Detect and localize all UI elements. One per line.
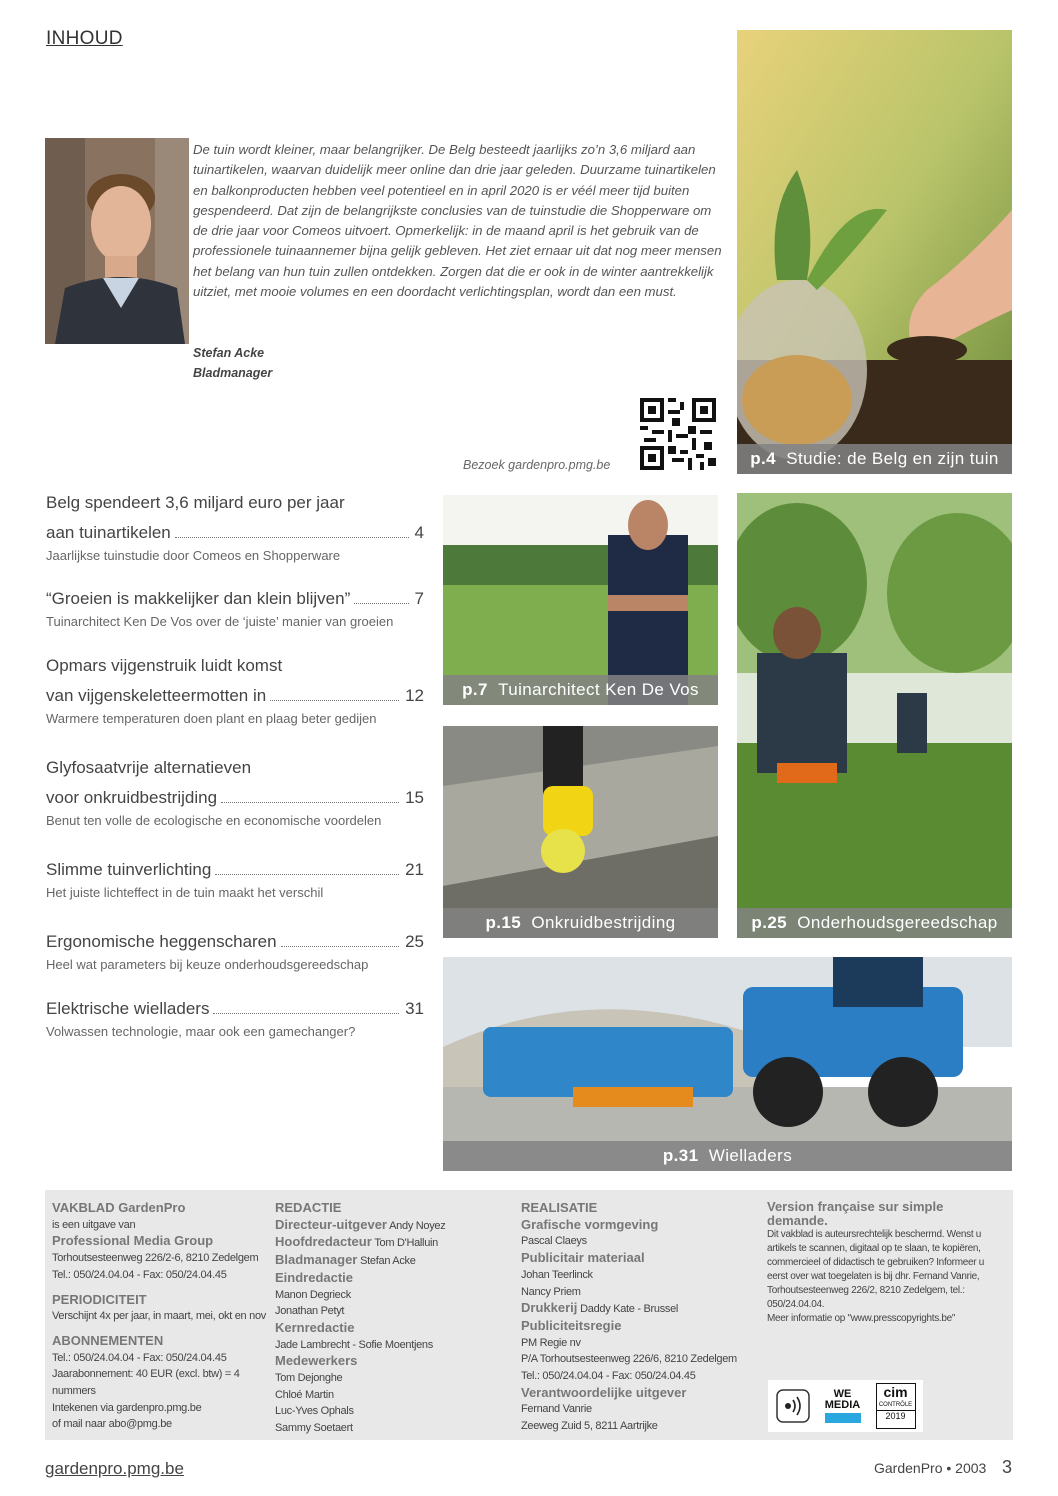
editor-portrait <box>45 138 189 344</box>
toc-item-title-2: Slimme tuinverlichting <box>46 860 212 879</box>
cim-logo-controle: CONTRÔLE <box>878 1402 913 1408</box>
toc-item[interactable] <box>46 651 424 727</box>
toc-item[interactable] <box>46 488 424 564</box>
publicitair-name: Johan Teerlinck <box>521 1268 593 1281</box>
eindredactie-label: Eindredactie <box>275 1269 354 1285</box>
kernredactie-label: Kernredactie <box>275 1319 355 1335</box>
regie-phone: Tel.: 050/24.04.04 - Fax: 050/24.04.45 <box>521 1370 696 1383</box>
directeur-label: Directeur-uitgever <box>275 1216 387 1232</box>
loader-illustration <box>443 957 1012 1171</box>
toc-item-page: 25 <box>405 932 424 951</box>
weeding-illustration <box>443 726 718 938</box>
publicitair-label: Publicitair materiaal <box>521 1250 645 1266</box>
caption-architect-page: p.7 <box>462 680 488 699</box>
redactie-heading: REDACTIE <box>275 1200 342 1215</box>
toc-item-title: Belg spendeert 3,6 miljard euro per jaar <box>46 493 345 512</box>
toc-item-subtitle: Jaarlijkse tuinstudie door Comeos en Shopperware <box>46 548 341 563</box>
toc-item-subtitle: Tuinarchitect Ken De Vos over de ‘juiste’ manier van groeien <box>46 614 394 629</box>
toc-item-title-2: aan tuinartikelen <box>46 523 171 542</box>
periodiciteit-heading: PERIODICITEIT <box>52 1291 147 1307</box>
page-heading: INHOUD <box>46 28 123 49</box>
caption-loader-label: Wielladers <box>708 1146 793 1165</box>
issue-label: GardenPro • 2003 <box>874 1460 987 1476</box>
photo-weeding <box>443 726 718 938</box>
study-illustration <box>737 30 1012 474</box>
abonnementen-heading: ABONNEMENTEN <box>52 1332 164 1348</box>
photo-loader <box>443 957 1012 1171</box>
medewerkers-label: Medewerkers <box>275 1353 358 1369</box>
qr-code[interactable] <box>640 398 716 470</box>
vormgeving-name: Pascal Claeys <box>521 1235 587 1248</box>
toc-item-page: 7 <box>414 589 424 608</box>
phone: Tel.: 050/24.04.04 - Fax: 050/24.04.45 <box>52 1268 227 1281</box>
cim-logo <box>876 1383 916 1429</box>
signature <box>193 343 272 383</box>
intro-text: De tuin wordt kleiner, maar belangrijker. De Belg besteedt jaarlijks zo’n 3,6 miljard aan tuinartikelen, waarvan duidelijk meer online dan drie jaar geleden. Duurzame tuinartikelen en balkonproducten hebben veel potentieel en in april 2020 is er véél meer tijd buiten gespendeerd. Dat zijn de belangrijkste conclusies van de tuinstudie die Shopperware om de drie jaar voor Comeos uitvoert. Opmerkelijk: in de maand april is het gebruik van de professionele tuinaannemer bijna gelijk gebleven. Het ziet ernaar uit dat nog meer mensen het belang van hun tuin zullen ontdekken. Zorgen dat die er ook in de winter aantrekkelijk uitziet, met mooie volumes en een doordacht verlichtingsplan, wordt dan een must. <box>193 142 722 300</box>
photo-architect <box>443 495 718 705</box>
colophon-production <box>521 1200 761 1435</box>
colophon <box>45 1190 1013 1440</box>
abonnementen-phone: Tel.: 050/24.04.04 - Fax: 050/24.04.45 <box>52 1351 227 1364</box>
directeur-name: Andy Noyez <box>389 1219 446 1232</box>
caption-architect <box>443 675 718 705</box>
caption-study-page: p.4 <box>750 449 776 468</box>
regie-label: Publiciteitsregie <box>521 1317 622 1333</box>
toc-item-title-2: voor onkruidbestrijding <box>46 788 218 807</box>
caption-weeding <box>443 908 718 938</box>
architect-illustration <box>443 495 718 705</box>
eindredactie-name: Manon Degrieck <box>275 1288 351 1301</box>
toc-item-title-2: Ergonomische heggenscharen <box>46 932 277 951</box>
audio-logo-icon <box>776 1389 810 1423</box>
toc-item-subtitle: Het juiste lichteffect in de tuin maakt het verschil <box>46 885 324 900</box>
toc-item-page: 15 <box>405 788 424 807</box>
toc-item[interactable] <box>46 584 424 630</box>
vu-name: Fernand Vanrie <box>521 1403 592 1416</box>
copyright-text: Dit vakblad is auteursrechtelijk beschermd. Wenst u artikels te scannen, digitaal op te slaan, te kopiëren, commercieel of didactisch te gebruiken? Informeer u eerst over wat toegelaten is bij dhr. Fernand Vanrie, Torhoutsesteenweg 226/2, 8210 Zedelgem, tel.: 050/24.04.04. <box>767 1229 985 1310</box>
toc-item-subtitle: Benut ten volle de ecologische en economische voordelen <box>46 813 382 828</box>
toc-item-subtitle: Warmere temperaturen doen plant en plaag beter gedijen <box>46 711 377 726</box>
regie-address: P/A Torhoutsesteenweg 226/6, 8210 Zedelgem <box>521 1353 737 1366</box>
wemedia-logo-media: MEDIA <box>824 1399 861 1411</box>
publicitair-name: Nancy Priem <box>521 1285 581 1298</box>
caption-weeding-page: p.15 <box>485 913 522 932</box>
regie-name: PM Regie nv <box>521 1336 581 1349</box>
uitgave-text: is een uitgave van <box>52 1218 136 1231</box>
toc-item-subtitle: Volwassen technologie, maar ook een gamechanger? <box>46 1024 356 1039</box>
eindredactie-name: Jonathan Petyt <box>275 1305 345 1318</box>
drukkerij-name: Daddy Kate - Brussel <box>580 1303 679 1316</box>
caption-study-label: Studie: de Belg en zijn tuin <box>786 449 999 468</box>
page-number: 3 <box>1002 1457 1013 1477</box>
tools-illustration <box>737 493 1012 938</box>
vu-label: Verantwoordelijke uitgever <box>521 1384 687 1400</box>
kernredactie-names: Jade Lambrecht - Sofie Moentjens <box>275 1338 433 1351</box>
vormgeving-label: Grafische vormgeving <box>521 1216 659 1232</box>
toc-item-subtitle: Heel wat parameters bij keuze onderhoudsgereedschap <box>46 957 369 972</box>
logo-strip <box>768 1380 923 1432</box>
toc-item-page: 12 <box>405 686 424 705</box>
signature-name: Stefan Acke <box>193 346 265 360</box>
toc-item[interactable] <box>46 753 424 829</box>
signature-role: Bladmanager <box>193 366 273 380</box>
caption-tools <box>737 908 1012 938</box>
hoofdredacteur-name: Tom D'Halluin <box>374 1237 438 1250</box>
toc-item-page: 4 <box>414 523 424 542</box>
toc-item-title: Glyfosaatvrije alternatieven <box>46 758 252 777</box>
photo-study <box>737 30 1012 474</box>
toc-item-title-2: “Groeien is makkelijker dan klein blijven” <box>46 589 351 608</box>
french-version: Version française sur simple demande. <box>767 1199 944 1228</box>
bladmanager-name: Stefan Acke <box>360 1255 416 1268</box>
toc-item[interactable] <box>46 855 424 901</box>
toc-item-page: 31 <box>405 999 424 1018</box>
wemedia-logo-we: WE <box>833 1388 852 1400</box>
toc-item-page: 21 <box>405 860 424 879</box>
vakblad-label: VAKBLAD GardenPro <box>52 1200 186 1215</box>
vu-address: Zeeweg Zuid 5, 8211 Aartrijke <box>521 1420 658 1433</box>
cim-logo-year: 2019 <box>877 1410 915 1421</box>
cim-logo-text: cim <box>883 1384 908 1400</box>
caption-loader-page: p.31 <box>662 1146 699 1165</box>
caption-weeding-label: Onkruidbestrijding <box>531 913 676 932</box>
realisatie-heading: REALISATIE <box>521 1200 598 1215</box>
site-url[interactable]: gardenpro.pmg.be <box>45 1459 184 1478</box>
toc-item[interactable] <box>46 927 424 973</box>
abonnementen-web: Intekenen via gardenpro.pmg.be <box>52 1401 202 1414</box>
colophon-editorial <box>275 1200 490 1437</box>
abonnementen-price: Jaarabonnement: 40 EUR (excl. btw) = 4 nummers <box>52 1368 240 1398</box>
toc-item-title-2: van vijgenskeletteermotten in <box>46 686 267 705</box>
medewerker-name: Sammy Soetaert <box>275 1422 353 1435</box>
address: Torhoutsesteenweg 226/2-6, 8210 Zedelgem <box>52 1252 259 1265</box>
caption-tools-label: Onderhoudsgereedschap <box>797 913 998 932</box>
toc-item-title-2: Elektrische wielladers <box>46 999 210 1018</box>
bladmanager-label: Bladmanager <box>275 1252 358 1268</box>
abonnementen-mail: of mail naar abo@pmg.be <box>52 1418 172 1431</box>
periodiciteit-text: Verschijnt 4x per jaar, in maart, mei, okt en nov <box>52 1310 266 1323</box>
visit-link[interactable]: Bezoek gardenpro.pmg.be <box>463 458 611 472</box>
photo-tools <box>737 493 1012 938</box>
group-name: Professional Media Group <box>52 1233 214 1249</box>
toc-item-title: Opmars vijgenstruik luidt komst <box>46 656 283 675</box>
caption-architect-label: Tuinarchitect Ken De Vos <box>498 680 699 699</box>
medewerker-name: Tom Dejonghe <box>275 1372 343 1385</box>
colophon-publisher <box>52 1200 267 1433</box>
medewerker-name: Chloé Martin <box>275 1388 334 1401</box>
copyright-more: Meer informatie op "www.presscopyrights.be" <box>767 1313 956 1324</box>
drukkerij-label: Drukkerij <box>521 1300 578 1316</box>
colophon-copyright <box>767 1200 1007 1326</box>
caption-tools-page: p.25 <box>751 913 788 932</box>
toc-item[interactable] <box>46 994 424 1040</box>
hoofdredacteur-label: Hoofdredacteur <box>275 1234 372 1250</box>
caption-study <box>737 444 1012 474</box>
wemedia-logo <box>825 1389 861 1423</box>
caption-loader <box>443 1141 1012 1171</box>
medewerker-name: Luc-Yves Ophals <box>275 1405 354 1418</box>
